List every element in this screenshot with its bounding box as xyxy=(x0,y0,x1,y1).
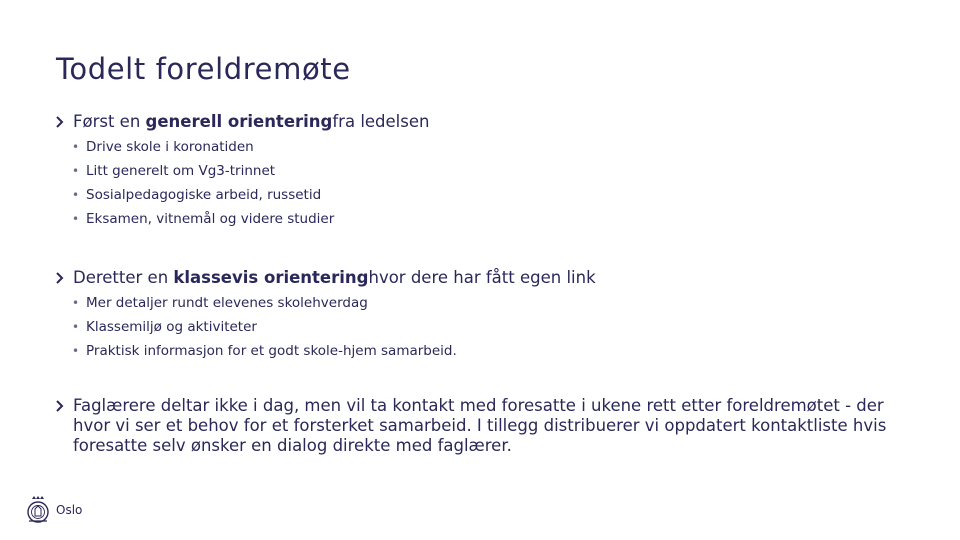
bullet-prefix: Deretter en xyxy=(73,268,174,287)
chevron-right-icon xyxy=(55,115,65,129)
sub-item: • Litt generelt om Vg3-trinnet xyxy=(55,159,895,183)
sub-list xyxy=(55,135,895,231)
sub-item: • Drive skole i koronatiden xyxy=(55,135,895,159)
bullet-prefix: Først en xyxy=(73,112,146,131)
sub-item: • Praktisk informasjon for et godt skole-hjem samarbeid. xyxy=(55,339,895,363)
slide-title: Todelt foreldremøte xyxy=(56,52,351,86)
bullet-generell xyxy=(55,112,895,231)
sub-item: • Mer detaljer rundt elevenes skolehverdag xyxy=(55,291,895,315)
bullet-paragraph: Faglærere deltar ikke i dag, men vil ta kontakt med foresatte i ukene rett etter foreldremøtet - der hvor vi ser et behov for et forsterket samarbeid. I tillegg distribuerer vi oppdatert kontaktliste hvis foresatte selv ønsker en dialog direkte med faglærer. xyxy=(73,396,887,455)
chevron-right-icon xyxy=(55,399,65,413)
bullet-klassevis xyxy=(55,268,895,363)
sub-item: • Klassemiljø og aktiviteter xyxy=(55,315,895,339)
bullet-main-text xyxy=(55,112,895,132)
bullet-faglaerere xyxy=(55,396,890,456)
oslo-logo xyxy=(26,495,82,525)
bullet-main-text xyxy=(55,268,895,288)
bullet-suffix: fra ledelsen xyxy=(332,112,430,131)
sub-list xyxy=(55,291,895,363)
logo-text: Oslo xyxy=(56,503,83,517)
sub-item: • Eksamen, vitnemål og videre studier xyxy=(55,207,895,231)
bullet-main-text xyxy=(55,396,890,456)
bullet-suffix: hvor dere har fått egen link xyxy=(368,268,596,287)
oslo-city-seal-icon xyxy=(26,495,50,525)
bullet-bold: generell orientering xyxy=(145,112,333,131)
chevron-right-icon xyxy=(55,271,65,285)
bullet-bold: klassevis orientering xyxy=(173,268,369,287)
sub-item: • Sosialpedagogiske arbeid, russetid xyxy=(55,183,895,207)
